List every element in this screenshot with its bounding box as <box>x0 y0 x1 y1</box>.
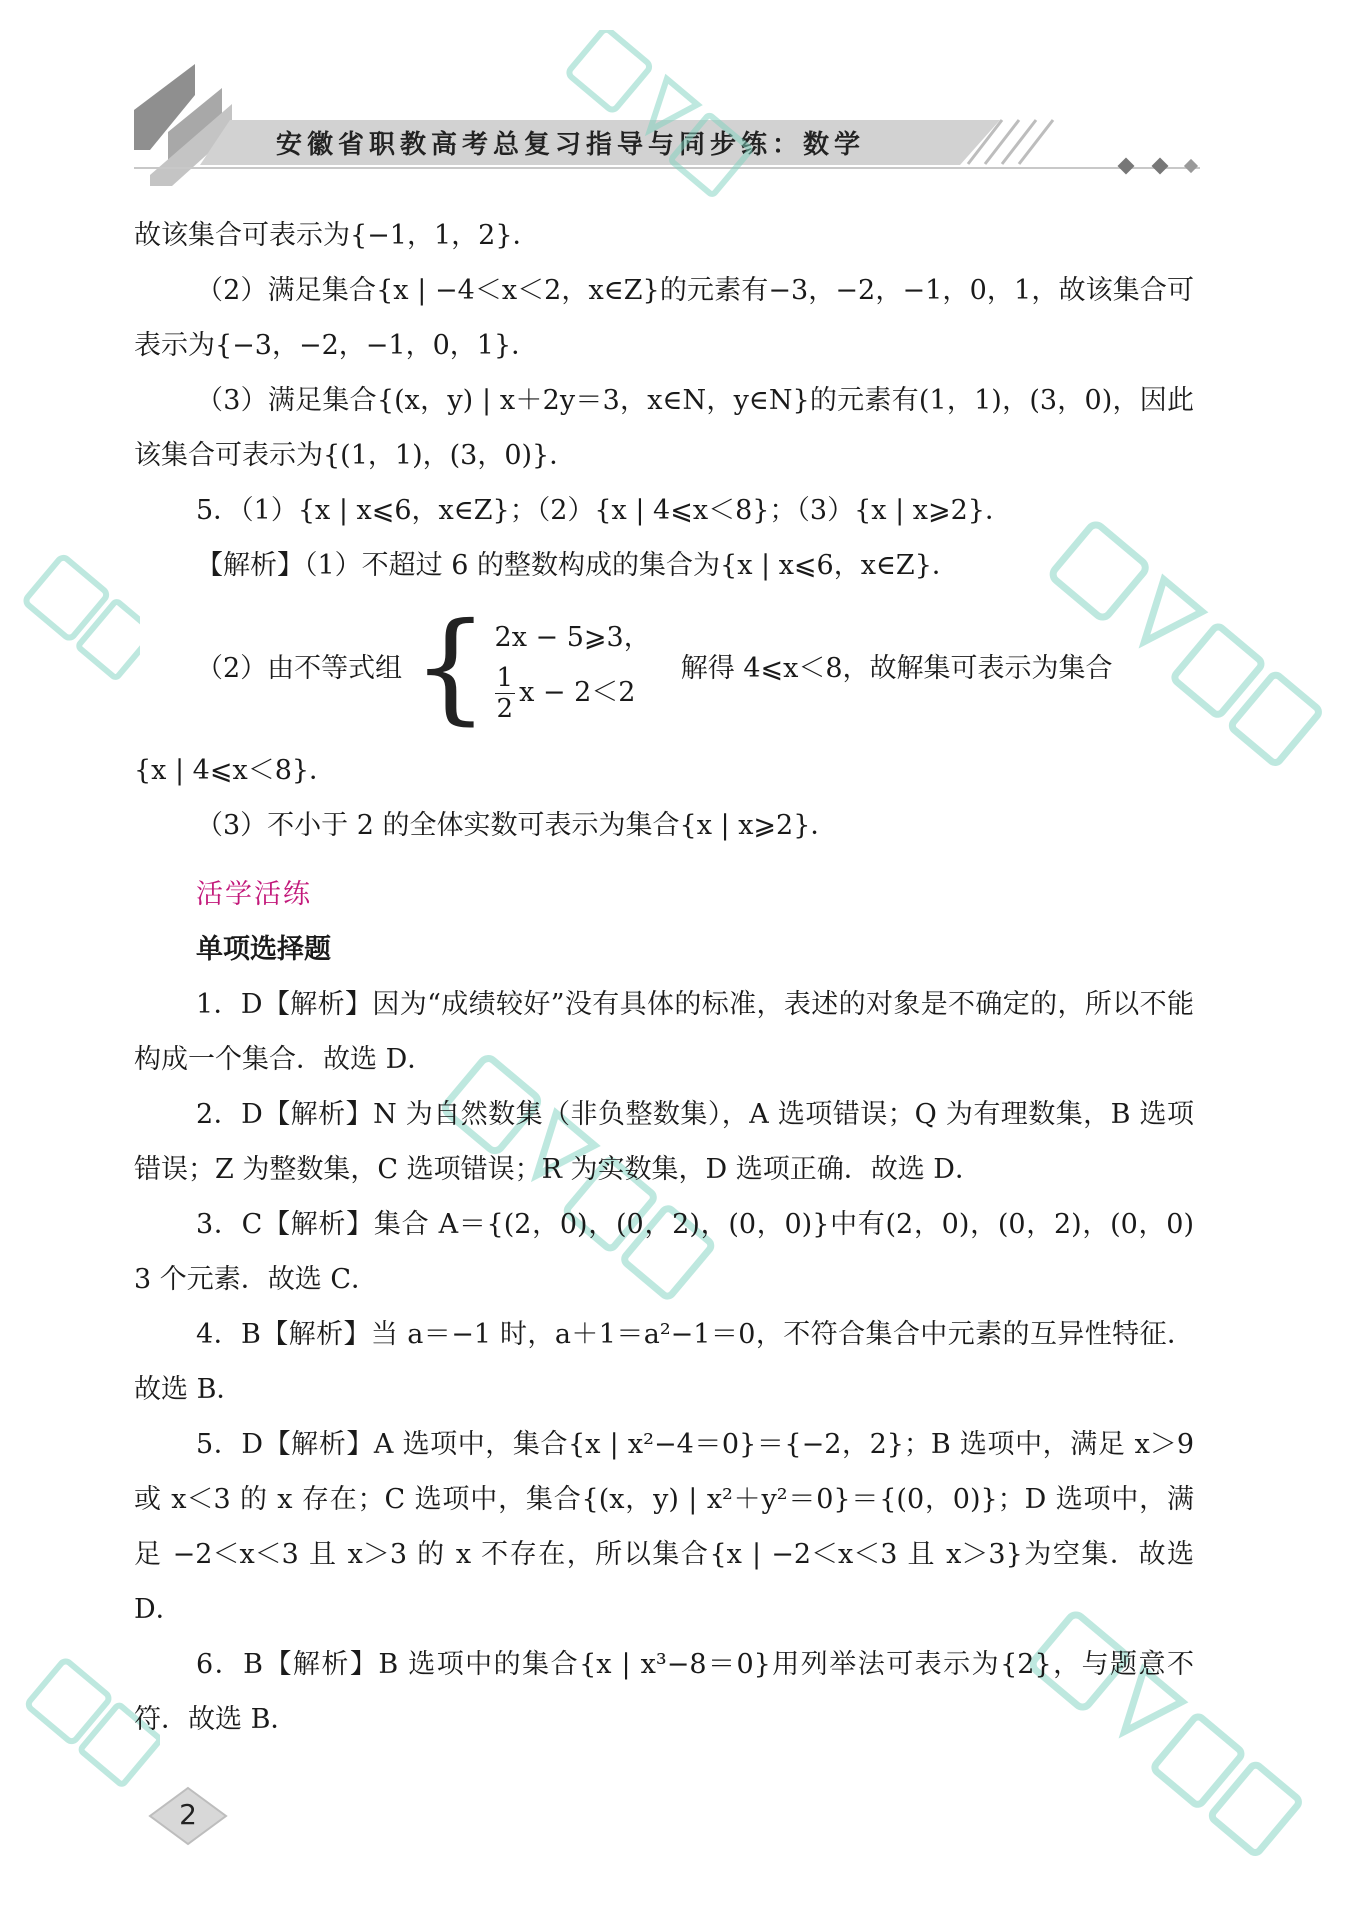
page-number: 2 <box>179 1798 197 1831</box>
fraction-denominator: 2 <box>496 693 514 724</box>
answer-5: 5．D【解析】A 选项中，集合{x | x²−4＝0}＝{−2，2}；B 选项中，满足 x＞9 或 x＜3 的 x 存在；C 选项中，集合{(x，y) | x²＋y²＝0}＝{(0，0)}；D 选项中，满足 −2＜x＜3 且 x＞3 的 x 不存在，所以集合{x | −2＜x＜3 且 x＞3}为空集．故选 D． <box>134 1429 1194 1625</box>
answer-6: 6．B【解析】B 选项中的集合{x | x³−8＝0}用列举法可表示为{2}，与题意不符．故选 B． <box>134 1649 1194 1735</box>
page-content <box>134 208 1194 1747</box>
answer-2: 2．D【解析】N 为自然数集（非负整数集），A 选项错误；Q 为有理数集，B 选项错误；Z 为整数集，C 选项错误；R 为实数集，D 选项正确．故选 D． <box>134 1099 1194 1185</box>
watermark-logo-left <box>0 520 140 760</box>
q5-answer: 5．（1）{x | x⩽6，x∈Z}；（2）{x | 4⩽x＜8}；（3）{x | x⩾2}． <box>196 495 1012 526</box>
inequality-1: 2x − 5⩾3， <box>494 621 651 653</box>
answer-1: 1．D【解析】因为“成绩较好”没有具体的标准，表述的对象是不确定的，所以不能构成一个集合．故选 D． <box>134 989 1194 1075</box>
prev-conclusion: 故该集合可表示为{−1，1，2}． <box>134 220 540 251</box>
q5-analysis-3: （3）不小于 2 的全体实数可表示为集合{x | x⩾2}． <box>196 810 838 841</box>
answer-3: 3．C【解析】集合 A＝{(2，0)，(0，2)，(0，0)}中有(2，0)，(0，2)，(0，0) 3 个元素．故选 C． <box>134 1209 1194 1295</box>
q5-analysis-1: 【解析】（1）不超过 6 的整数构成的集合为{x | x⩽6，x∈Z}． <box>196 550 959 581</box>
fraction-one-half <box>495 663 516 724</box>
q5-analysis-2-cont: {x | 4⩽x＜8}． <box>134 755 337 786</box>
inequality-2-rest: x − 2＜2 <box>519 676 636 708</box>
fraction-numerator: 1 <box>496 662 514 693</box>
prev-item-2: （2）满足集合{x | −4＜x＜2，x∈Z}的元素有−3，−2，−1，0，1，故该集合可表示为{−3，−2，−1，0，1}． <box>134 275 1194 361</box>
answer-4: 4．B【解析】当 a＝−1 时，a＋1＝a²−1＝0，不符合集合中元素的互异性特征．故选 B． <box>134 1319 1194 1405</box>
book-title: 安徽省职教高考总复习指导与同步练：数学 <box>276 130 866 160</box>
brace-symbol: { <box>412 598 489 737</box>
section-subtitle: 单项选择题 <box>196 934 331 965</box>
inequality-system <box>495 613 651 724</box>
page-number-badge <box>148 1786 228 1846</box>
prev-item-3: （3）满足集合{(x，y) | x＋2y＝3，x∈N，y∈N}的元素有(1，1)，(3，0)，因此该集合可表示为{(1，1)，(3，0)}． <box>134 385 1194 471</box>
q5-analysis-2-prefix: （2）由不等式组 <box>196 652 403 684</box>
page-header <box>0 0 1352 200</box>
q5-analysis-2 <box>134 593 1194 743</box>
header-decoration <box>0 0 1352 200</box>
inequality-2 <box>495 663 651 724</box>
section-title: 活学活练 <box>196 879 312 910</box>
q5-analysis-2-suffix: 解得 4⩽x＜8，故解集可表示为集合 <box>680 652 1113 684</box>
